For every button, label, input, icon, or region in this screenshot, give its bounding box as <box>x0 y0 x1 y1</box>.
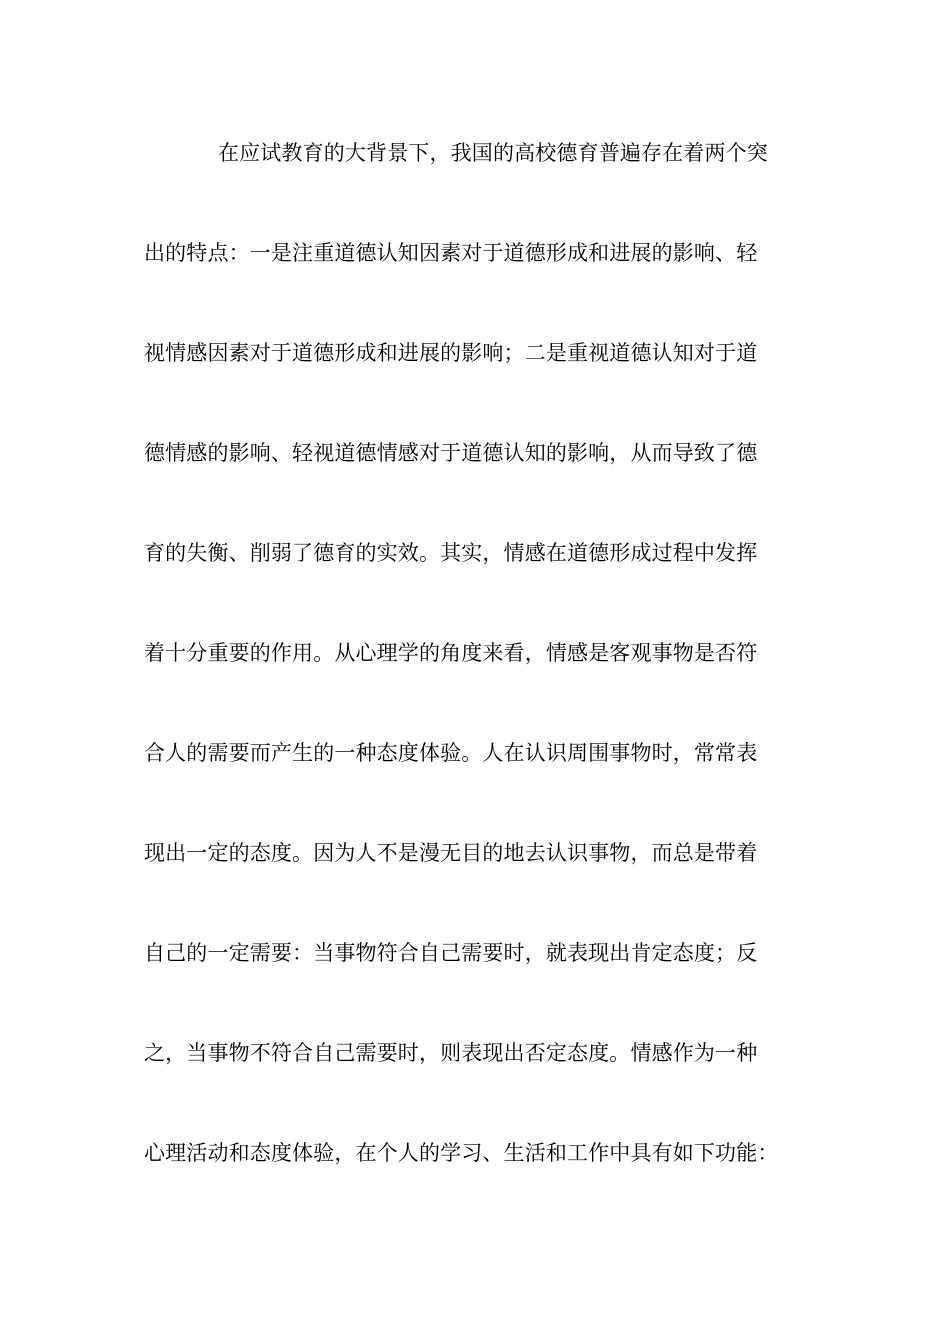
paragraph-line-3: 视情感因素对于道德形成和进展的影响；二是重视道德认知对于道 <box>144 341 758 365</box>
paragraph-line-9: 自己的一定需要：当事物符合自己需要时，就表现出肯定态度；反 <box>144 941 758 965</box>
body-paragraph <box>144 128 824 1228</box>
paragraph-line-6: 着十分重要的作用。从心理学的角度来看，情感是客观事物是否符 <box>144 641 758 665</box>
paragraph-line-2: 出的特点：一是注重道德认知因素对于道德形成和进展的影响、轻 <box>144 241 758 265</box>
paragraph-line-7: 合人的需要而产生的一种态度体验。人在认识周围事物时，常常表 <box>144 741 758 765</box>
paragraph-line-4: 德情感的影响、轻视道德情感对于道德认知的影响，从而导致了德 <box>144 441 758 465</box>
paragraph-line-1: 在应试教育的大背景下，我国的高校德育普遍存在着两个突 <box>218 141 768 165</box>
paragraph-line-11: 心理活动和态度体验，在个人的学习、生活和工作中具有如下功能： <box>144 1141 779 1165</box>
paragraph-line-5: 育的失衡、削弱了德育的实效。其实，情感在道德形成过程中发挥 <box>144 541 758 565</box>
paragraph-line-8: 现出一定的态度。因为人不是漫无目的地去认识事物，而总是带着 <box>144 841 758 865</box>
paragraph-line-10: 之，当事物不符合自己需要时，则表现出否定态度。情感作为一种 <box>144 1041 758 1065</box>
